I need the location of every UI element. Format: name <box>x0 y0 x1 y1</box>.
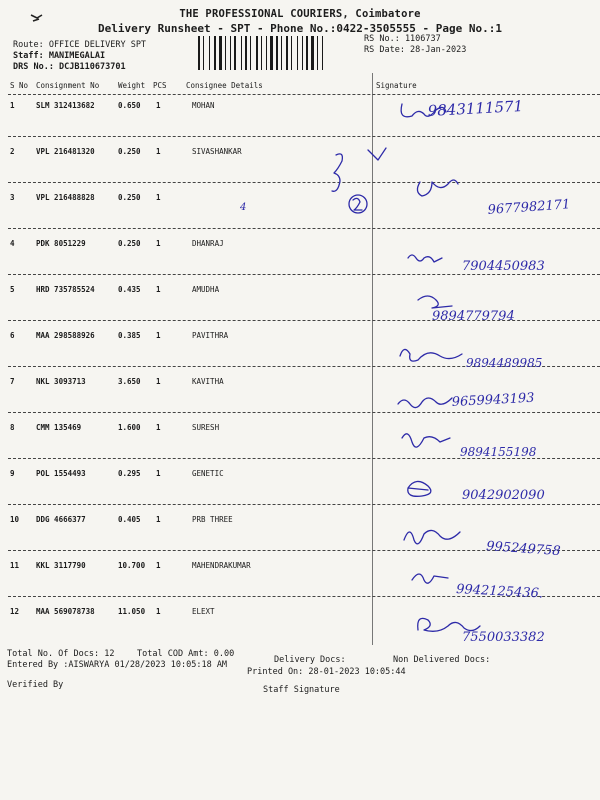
row-consignee: ELEXT <box>192 607 215 616</box>
row-sno: 9 <box>10 469 15 478</box>
entered-by: Entered By :AISWARYA 01/28/2023 10:05:18 AM <box>7 660 228 670</box>
signature-11 <box>412 574 448 583</box>
total-docs: Total No. Of Docs: 12 <box>7 649 115 659</box>
row-consignee: PAVITHRA <box>192 331 229 340</box>
signature-6 <box>400 349 462 361</box>
signature-phone-11: 9942125436. <box>455 582 544 602</box>
row-consignment: HRD 735785524 <box>36 285 95 294</box>
signature-phone-6: 9894489985 <box>466 356 543 370</box>
row-consignee: SIVASHANKAR <box>192 147 242 156</box>
row-consignment: VPL 216488828 <box>36 193 95 202</box>
row-pcs: 1 <box>156 607 161 616</box>
row-consignment: PDK 8051229 <box>36 239 86 248</box>
row-weight: 0.650 <box>118 101 141 110</box>
verified-by: Verified By <box>7 680 64 690</box>
row-weight: 0.385 <box>118 331 141 340</box>
row-consignment: MAA 298588926 <box>36 331 95 340</box>
signature-phone-5: 9894779794 <box>432 309 515 324</box>
row-consignment: VPL 216481320 <box>36 147 95 156</box>
signature-5 <box>418 296 452 308</box>
signature-phone-3: 9677982171 <box>487 197 571 218</box>
row-weight: 1.600 <box>118 423 141 432</box>
non-delivered-docs: Non Delivered Docs: <box>393 655 491 665</box>
row-pcs: 1 <box>156 239 161 248</box>
signature-phone-10: 995249758 <box>485 539 562 560</box>
delivery-docs: Delivery Docs: <box>274 655 346 665</box>
row-pcs: 1 <box>156 101 161 110</box>
row-weight: 11.050 <box>118 607 146 616</box>
row-consignee: DHANRAJ <box>192 239 224 248</box>
col-header-weight: Weight <box>118 81 146 90</box>
row-pcs: 1 <box>156 331 161 340</box>
row-sno: 3 <box>10 193 15 202</box>
row-consignment: MAA 569078738 <box>36 607 95 616</box>
row-pcs: 1 <box>156 147 161 156</box>
row-weight: 0.435 <box>118 285 141 294</box>
row-sno: 4 <box>10 239 15 248</box>
row-consignee: MAHENDRAKUMAR <box>192 561 251 570</box>
row-pcs: 1 <box>156 515 161 524</box>
col-header-consignment: Consignment No <box>36 81 100 90</box>
row-consignment: CMM 135469 <box>36 423 82 432</box>
row-weight: 0.405 <box>118 515 141 524</box>
signature-8 <box>402 434 450 447</box>
row-pcs: 1 <box>156 561 161 570</box>
signature-7 <box>398 398 452 408</box>
drs-number: DRS No.: DCJB110673701 <box>13 62 126 72</box>
rs-number: RS No.: 1106737 <box>364 34 441 44</box>
row-consignee: PRB THREE <box>192 515 233 524</box>
row-weight: 0.250 <box>118 193 141 202</box>
row-pcs: 1 <box>156 285 161 294</box>
row-consignee: MOHAN <box>192 101 215 110</box>
col-header-sno: S No <box>10 81 29 90</box>
row-consignment: KKL 3117790 <box>36 561 86 570</box>
row-sno: 10 <box>10 515 20 524</box>
row-weight: 3.650 <box>118 377 141 386</box>
row-sno: 1 <box>10 101 15 110</box>
total-cod: Total COD Amt: 0.00 <box>137 649 235 659</box>
row-pcs: 1 <box>156 469 161 478</box>
runsheet-title: Delivery Runsheet - SPT - Phone No.:0422-3505555 - Page No.:1 <box>98 22 502 35</box>
row-consignee: SURESH <box>192 423 220 432</box>
route-label: Route: OFFICE DELIVERY SPT <box>13 40 147 50</box>
col-header-signature: Signature <box>376 81 417 90</box>
printed-on: Printed On: 28-01-2023 10:05:44 <box>247 667 406 677</box>
row-consignment: NKL 3093713 <box>36 377 86 386</box>
signature-phone-12: 7550033382 <box>462 630 545 645</box>
row-sno: 5 <box>10 285 15 294</box>
signature-phone-9: 9042902090 <box>462 488 545 503</box>
row-pcs: 1 <box>156 423 161 432</box>
col-header-pcs: PCS <box>153 81 167 90</box>
row-weight: 0.295 <box>118 469 141 478</box>
row-weight: 0.250 <box>118 239 141 248</box>
row-consignee: AMUDHA <box>192 285 220 294</box>
row3-mark: 4 <box>240 202 247 213</box>
row-weight: 0.250 <box>118 147 141 156</box>
row-pcs: 1 <box>156 377 161 386</box>
row-sno: 11 <box>10 561 20 570</box>
row-sno: 8 <box>10 423 15 432</box>
signature-phone-8: 9894155198 <box>460 445 537 459</box>
company-title: THE PROFESSIONAL COURIERS, Coimbatore <box>179 8 421 20</box>
row2-annotation-mark <box>332 148 386 213</box>
signature-3 <box>417 180 458 196</box>
row-consignment: DDG 4666377 <box>36 515 86 524</box>
rs-date: RS Date: 28-Jan-2023 <box>364 45 467 55</box>
row-consignment: POL 1554493 <box>36 469 86 478</box>
row-consignee: GENETIC <box>192 469 224 478</box>
row-weight: 10.700 <box>118 561 146 570</box>
col-header-consignee: Consignee Details <box>186 81 263 90</box>
row-consignee: KAVITHA <box>192 377 224 386</box>
row-sno: 7 <box>10 377 15 386</box>
signature-4 <box>408 255 442 262</box>
signature-phone-7: 9659943193 <box>451 390 535 410</box>
row-sno: 2 <box>10 147 15 156</box>
signature-phone-1: 9843111571 <box>427 97 524 120</box>
staff-signature: Staff Signature <box>263 685 340 695</box>
row-pcs: 1 <box>156 193 161 202</box>
row-consignment: SLM 312413682 <box>36 101 95 110</box>
signature-10 <box>404 530 460 543</box>
row-sno: 6 <box>10 331 15 340</box>
row-sno: 12 <box>10 607 20 616</box>
staff-label: Staff: MANIMEGALAI <box>13 51 106 61</box>
signature-phone-4: 7904450983 <box>462 259 545 274</box>
signature-9 <box>408 481 431 496</box>
